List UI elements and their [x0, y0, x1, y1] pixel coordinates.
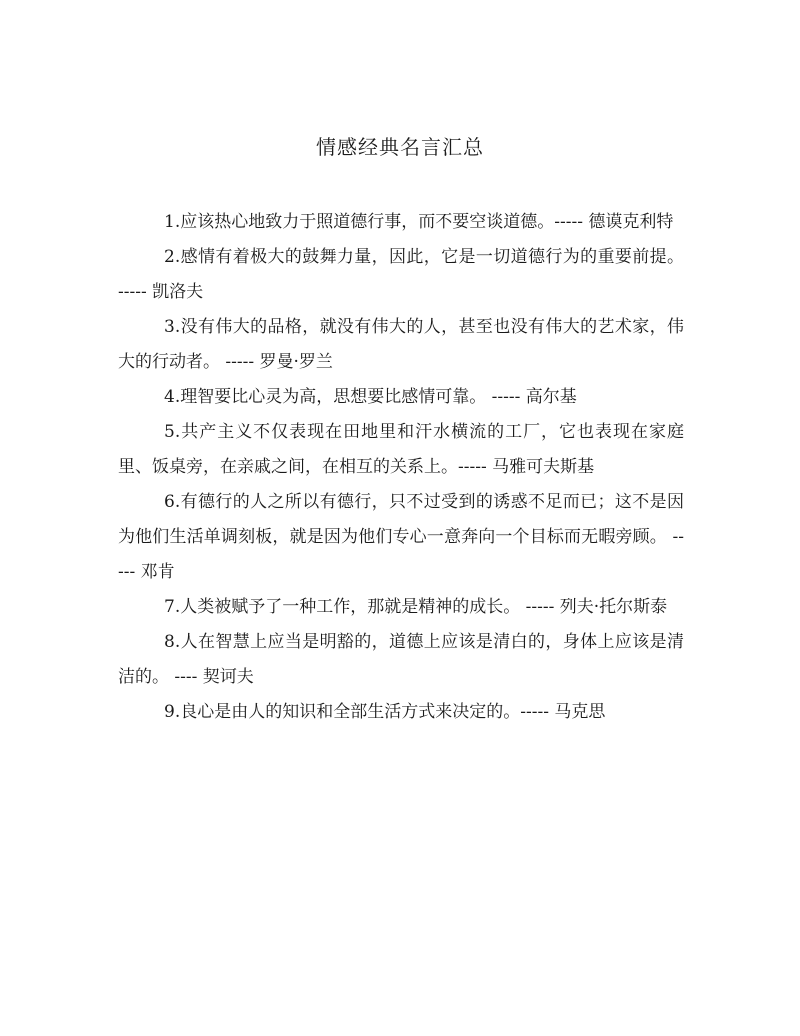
quote-2: 2.感情有着极大的鼓舞力量，因此，它是一切道德行为的重要前提。 ----- 凯洛夫: [118, 247, 684, 302]
quote-4: 4.理智要比心灵为高，思想要比感情可靠。 ----- 高尔基: [164, 387, 577, 407]
quote-1: 1.应该热心地致力于照道德行事，而不要空谈道德。----- 德谟克利特: [164, 212, 674, 232]
quote-list: [118, 205, 684, 730]
quote-6: 6.有德行的人之所以有德行，只不过受到的诱惑不足而已；这不是因为他们生活单调刻板，就是因为他们专心一意奔向一个目标而无暇旁顾。 ----- 邓肯: [118, 492, 684, 582]
quote-9: 9.良心是由人的知识和全部生活方式来决定的。----- 马克思: [164, 702, 606, 722]
quote-8: 8.人在智慧上应当是明豁的，道德上应该是清白的，身体上应该是清洁的。 ---- 契诃夫: [118, 632, 684, 687]
document-title: 情感经典名言汇总: [316, 135, 484, 159]
quote-5: 5.共产主义不仅表现在田地里和汗水横流的工厂，它也表现在家庭里、饭桌旁，在亲戚之间，在相互的关系上。----- 马雅可夫斯基: [118, 422, 684, 477]
quote-7: 7.人类被赋予了一种工作，那就是精神的成长。 ----- 列夫·托尔斯泰: [164, 597, 668, 617]
quote-3: 3.没有伟大的品格，就没有伟大的人，甚至也没有伟大的艺术家，伟大的行动者。 ----- 罗曼·罗兰: [118, 317, 684, 372]
